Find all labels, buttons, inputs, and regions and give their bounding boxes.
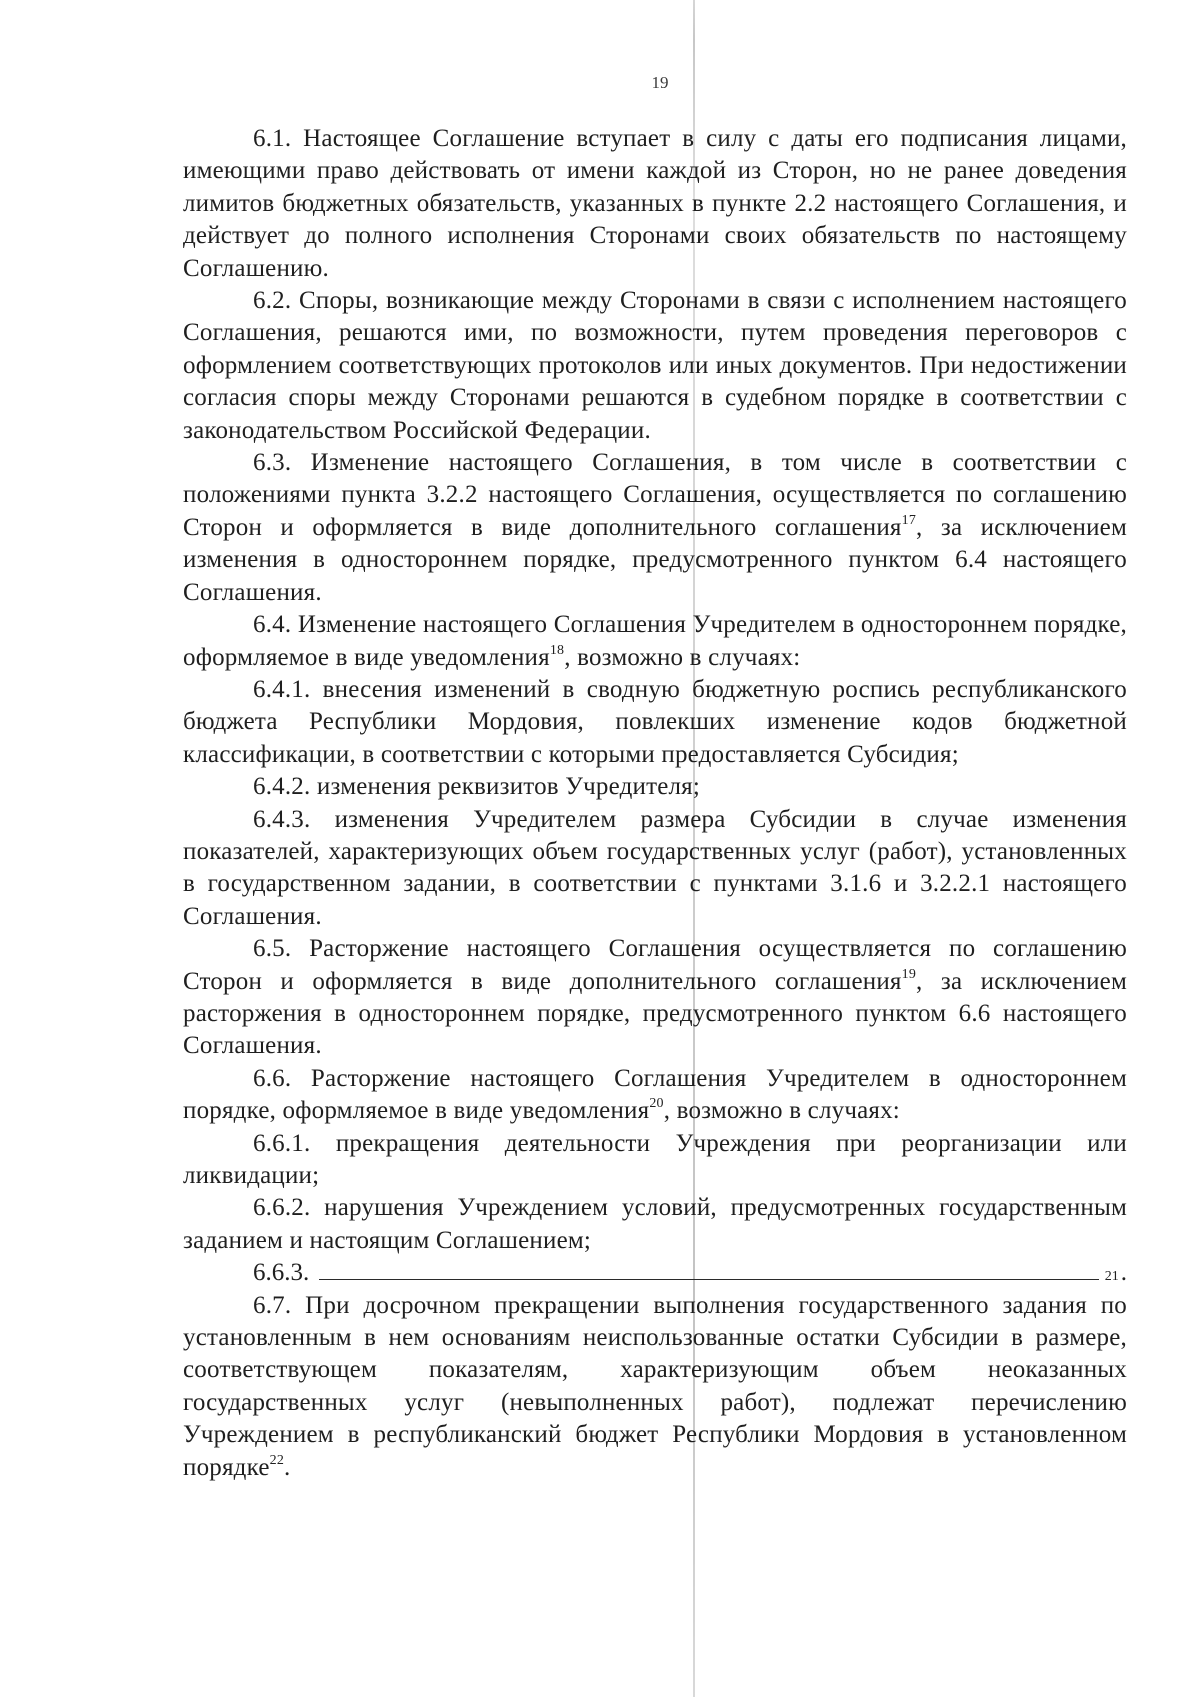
clause-6-6-3-period: . bbox=[1120, 1259, 1127, 1287]
clause-6-2: 6.2. Споры, возникающие между Сторонами в связи с исполнением настоящего Соглашения, решаются ими, по возможности, путем проведения переговоров с оформлением соответствующих протоколов или иных документов. При недостижении согласия споры между Сторонами решаются в судебном порядке в соответствии с законодательством Российской Федерации. bbox=[183, 287, 1127, 444]
clause-6-6-1: 6.6.1. прекращения деятельности Учреждения при реорганизации или ликвидации; bbox=[183, 1129, 1127, 1189]
clause-6-5 bbox=[183, 933, 1127, 1063]
footnote-ref-17: 17 bbox=[901, 512, 917, 528]
clause-6-6-text-end: , возможно в случаях: bbox=[663, 1097, 900, 1125]
clause-6-6 bbox=[183, 1063, 1127, 1128]
clause-6-6-3: 6.6.3. 21 . bbox=[183, 1257, 1127, 1289]
footnote-ref-20: 20 bbox=[649, 1096, 664, 1112]
footnote-ref-22: 22 bbox=[269, 1452, 285, 1468]
clause-6-6-3-label: 6.6.3. bbox=[253, 1259, 310, 1287]
clause-6-3-text: 6.3. Изменение настоящего Соглашения, в том числе в соответствии с положениями пункта 3.2.2 настоящего Соглашения, осуществляется по соглашению Сторон и оформляется в виде дополнительного соглашения bbox=[183, 449, 1127, 541]
clause-6-7 bbox=[183, 1290, 1127, 1484]
page-number: 19 bbox=[651, 73, 669, 92]
clause-6-5-text: 6.5. Расторжение настоящего Соглашения осуществляется по соглашению Сторон и оформляется в виде дополнительного соглашения bbox=[183, 935, 1127, 995]
clause-6-5-text-end: , за исключением расторжения в одностороннем порядке, предусмотренного пунктом 6.6 настоящего Соглашения. bbox=[183, 967, 1127, 1060]
footnote-ref-19: 19 bbox=[901, 966, 917, 982]
clause-6-7-text: 6.7. При досрочном прекращении выполнения государственного задания по установленным в нем основаниям неиспользованные остатки Субсидии в размере, соответствующем показателям, характеризующим объем неоказанных государственных услуг (невыполненных работ), подлежат перечислению Учреждением в республиканский бюджет Республики Мордовия в установленном порядке bbox=[183, 1291, 1127, 1481]
clause-6-4-text-end: , возможно в случаях: bbox=[564, 643, 801, 671]
clause-6-7-text-end: . bbox=[284, 1453, 291, 1481]
clause-6-3-text-end: , за исключением изменения в одностороннем порядке, предусмотренного пунктом 6.4 настоящего Соглашения. bbox=[183, 513, 1127, 606]
clause-6-3 bbox=[183, 447, 1127, 609]
clause-6-6-text: 6.6. Расторжение настоящего Соглашения Учредителем в одностороннем порядке, оформляемое в виде уведомления bbox=[183, 1064, 1127, 1125]
clause-6-4-text: 6.4. Изменение настоящего Соглашения Учредителем в одностороннем порядке, оформляемое в виде уведомления bbox=[183, 611, 1127, 671]
clause-6-4-1: 6.4.1. внесения изменений в сводную бюджетную роспись республиканского бюджета Республики Мордовия, повлекших изменение кодов бюджетной классификации, в соответствии с которыми предоставляется Субсидия; bbox=[183, 675, 1127, 768]
clause-6-1: 6.1. Настоящее Соглашение вступает в силу с даты его подписания лицами, имеющими право действовать от имени каждой из Сторон, но не ранее доведения лимитов бюджетных обязательств, указанных в пункте 2.2 настоящего Соглашения, и действует до полного исполнения Сторонами своих обязательств по настоящему Соглашению. bbox=[183, 125, 1127, 282]
document-body bbox=[183, 123, 1127, 1484]
clause-6-4-3: 6.4.3. изменения Учредителем размера Субсидии в случае изменения показателей, характеризующих объем государственных услуг (работ), установленных в государственном задании, в соответствии с пунктами 3.1.6 и 3.2.2.1 настоящего Соглашения. bbox=[183, 805, 1127, 930]
footnote-ref-18: 18 bbox=[549, 642, 565, 658]
clause-6-4 bbox=[183, 609, 1127, 674]
clause-6-6-2: 6.6.2. нарушения Учреждением условий, предусмотренных государственным заданием и настоящим Соглашением; bbox=[183, 1194, 1127, 1254]
clause-6-4-2: 6.4.2. изменения реквизитов Учредителя; bbox=[253, 773, 701, 801]
fill-in-blank-line bbox=[319, 1257, 1099, 1280]
